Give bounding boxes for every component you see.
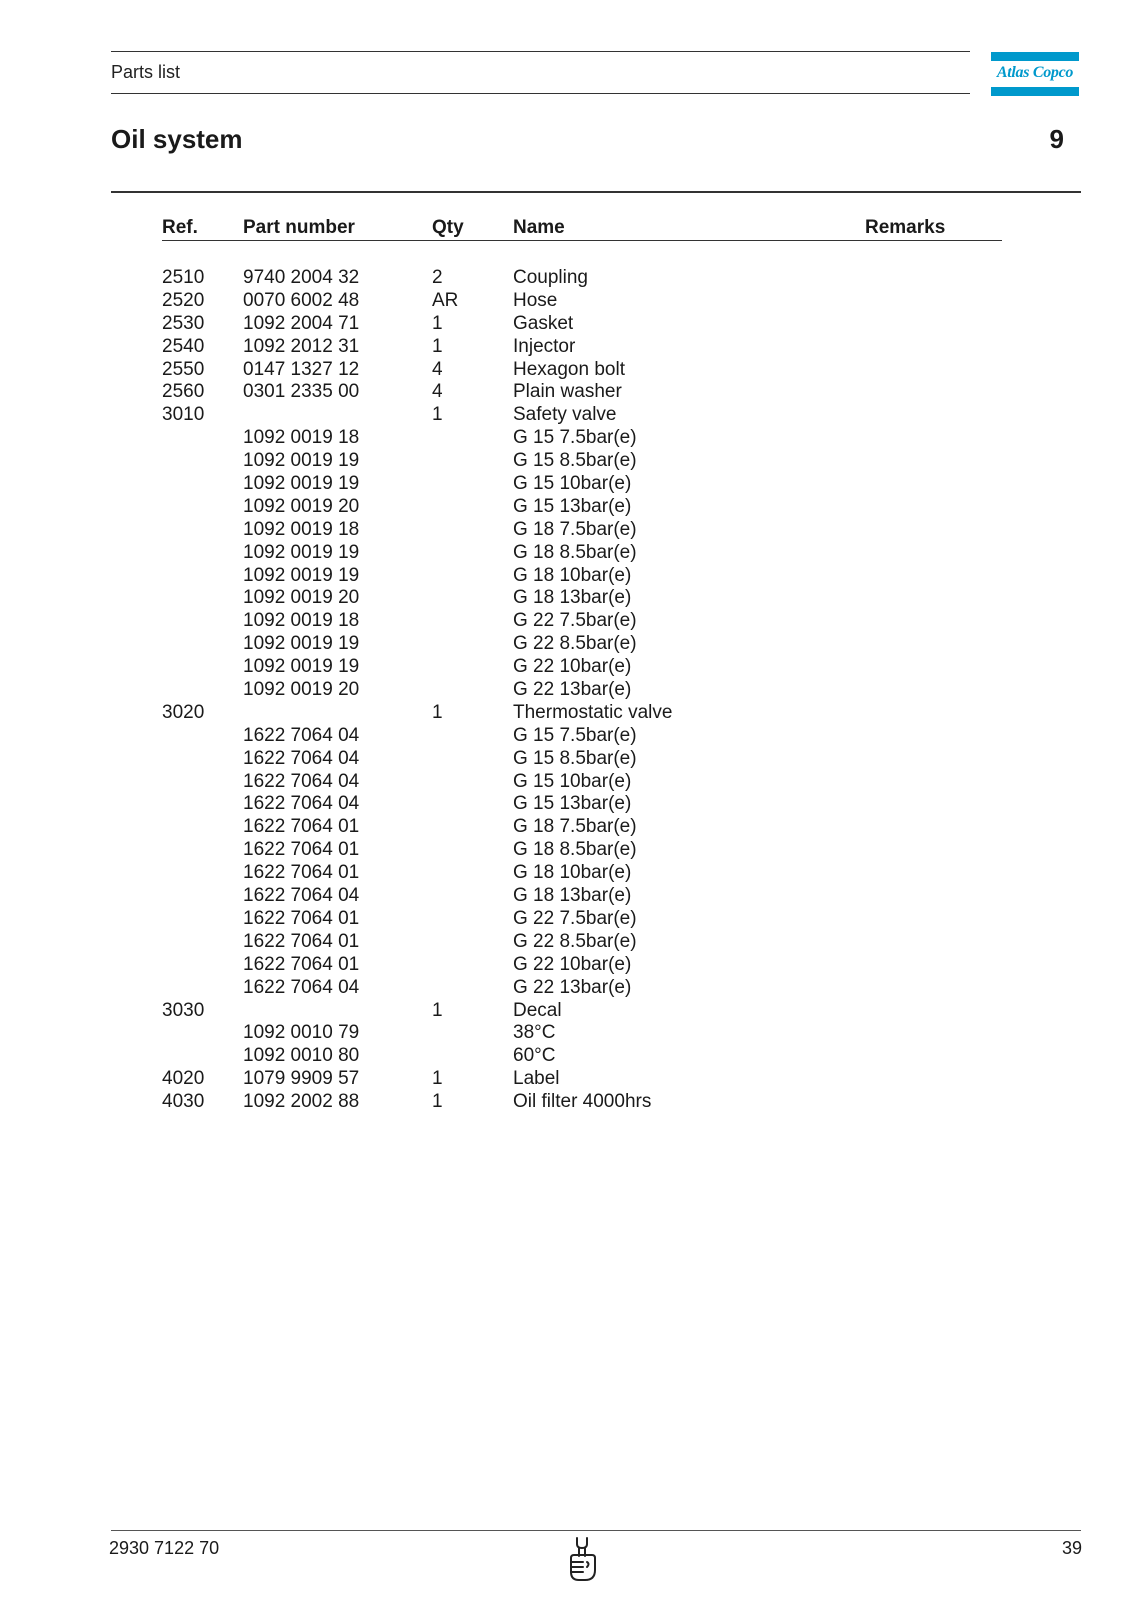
part-number-cell: 1092 2012 31 bbox=[243, 335, 360, 357]
table-row bbox=[0, 656, 1131, 679]
qty-cell: 1 bbox=[432, 999, 443, 1021]
table-row bbox=[0, 885, 1131, 908]
name-cell: G 18 8.5bar(e) bbox=[513, 541, 637, 563]
part-number-cell: 1622 7064 04 bbox=[243, 885, 360, 907]
part-number-cell: 1622 7064 04 bbox=[243, 770, 360, 792]
table-row bbox=[0, 954, 1131, 977]
table-row bbox=[0, 267, 1131, 290]
table-row bbox=[0, 793, 1131, 816]
header-bottom-rule bbox=[111, 93, 970, 94]
column-header-remarks: Remarks bbox=[865, 217, 946, 238]
name-cell: G 15 10bar(e) bbox=[513, 473, 632, 495]
document-number: 2930 7122 70 bbox=[109, 1538, 220, 1558]
name-cell: G 22 10bar(e) bbox=[513, 656, 632, 678]
header-top-rule bbox=[111, 51, 970, 52]
part-number-cell: 1092 0019 19 bbox=[243, 564, 360, 586]
name-cell: G 18 7.5bar(e) bbox=[513, 816, 637, 838]
name-cell: G 18 7.5bar(e) bbox=[513, 518, 637, 540]
part-number-cell: 1092 0019 19 bbox=[243, 473, 360, 495]
qty-cell: 4 bbox=[432, 381, 443, 403]
name-cell: Oil filter 4000hrs bbox=[513, 1091, 652, 1113]
table-header-rule bbox=[162, 240, 1002, 241]
qty-cell: 1 bbox=[432, 1091, 443, 1113]
ref-cell: 3020 bbox=[162, 701, 205, 723]
name-cell: Injector bbox=[513, 335, 576, 357]
table-row bbox=[0, 565, 1131, 588]
part-number-cell: 1622 7064 01 bbox=[243, 953, 360, 975]
name-cell: G 15 7.5bar(e) bbox=[513, 724, 637, 746]
part-number-cell: 1622 7064 04 bbox=[243, 747, 360, 769]
brand-logo bbox=[991, 52, 1079, 96]
name-cell: Hose bbox=[513, 289, 558, 311]
table-row bbox=[0, 381, 1131, 404]
table-row bbox=[0, 908, 1131, 931]
page-number: 39 bbox=[1061, 1538, 1082, 1558]
part-number-cell: 0301 2335 00 bbox=[243, 381, 360, 403]
table-row bbox=[0, 1000, 1131, 1023]
table-row bbox=[0, 725, 1131, 748]
part-number-cell: 1092 2004 71 bbox=[243, 312, 360, 334]
name-cell: G 15 13bar(e) bbox=[513, 793, 632, 815]
table-row bbox=[0, 313, 1131, 336]
table-row bbox=[0, 633, 1131, 656]
qty-cell: AR bbox=[432, 289, 459, 311]
ref-cell: 2510 bbox=[162, 267, 205, 288]
table-row bbox=[0, 977, 1131, 1000]
column-header-name: Name bbox=[513, 217, 565, 238]
table-row bbox=[0, 1068, 1131, 1091]
qty-cell: 1 bbox=[432, 335, 443, 357]
part-number-cell: 1092 0019 20 bbox=[243, 679, 360, 701]
section-title: Oil system bbox=[111, 124, 243, 154]
part-number-cell: 0070 6002 48 bbox=[243, 289, 360, 311]
qty-cell: 1 bbox=[432, 701, 443, 723]
logo-top-bar bbox=[991, 52, 1079, 61]
part-number-cell: 1092 0019 18 bbox=[243, 427, 360, 449]
column-header-qty: Qty bbox=[432, 217, 464, 238]
name-cell: Coupling bbox=[513, 267, 588, 288]
name-cell: G 18 10bar(e) bbox=[513, 564, 632, 586]
part-number-cell: 1092 0019 18 bbox=[243, 610, 360, 632]
part-number-cell: 1622 7064 04 bbox=[243, 976, 360, 998]
name-cell: G 15 8.5bar(e) bbox=[513, 450, 637, 472]
table-row bbox=[0, 816, 1131, 839]
name-cell: G 15 10bar(e) bbox=[513, 770, 632, 792]
name-cell: Safety valve bbox=[513, 404, 617, 426]
part-number-cell: 1092 0019 18 bbox=[243, 518, 360, 540]
qty-cell: 1 bbox=[432, 404, 443, 426]
ref-cell: 3030 bbox=[162, 999, 205, 1021]
part-number-cell: 1622 7064 01 bbox=[243, 839, 360, 861]
name-cell: G 22 10bar(e) bbox=[513, 953, 632, 975]
name-cell: G 15 7.5bar(e) bbox=[513, 427, 637, 449]
table-row bbox=[0, 496, 1131, 519]
ref-cell: 4030 bbox=[162, 1091, 205, 1113]
name-cell: Gasket bbox=[513, 312, 574, 334]
table-row bbox=[0, 931, 1131, 954]
table-row bbox=[0, 862, 1131, 885]
part-number-cell: 1092 0019 19 bbox=[243, 656, 360, 678]
table-row bbox=[0, 610, 1131, 633]
part-number-cell: 1622 7064 01 bbox=[243, 816, 360, 838]
table-row bbox=[0, 519, 1131, 542]
part-number-cell: 1092 0019 19 bbox=[243, 633, 360, 655]
table-row bbox=[0, 1091, 1131, 1114]
table-row bbox=[0, 748, 1131, 771]
wrench-hand-icon bbox=[565, 1536, 599, 1584]
footer-rule bbox=[111, 1530, 1081, 1531]
part-number-cell: 1622 7064 01 bbox=[243, 907, 360, 929]
qty-cell: 2 bbox=[432, 267, 443, 288]
logo-bottom-bar bbox=[991, 87, 1079, 96]
name-cell: G 18 13bar(e) bbox=[513, 885, 632, 907]
name-cell: G 22 8.5bar(e) bbox=[513, 930, 637, 952]
ref-cell: 3010 bbox=[162, 404, 205, 426]
section-number: 9 bbox=[1049, 124, 1064, 154]
column-header-ref: Ref. bbox=[162, 217, 198, 238]
part-number-cell: 1092 0019 19 bbox=[243, 450, 360, 472]
ref-cell: 2540 bbox=[162, 335, 205, 357]
parts-table-body bbox=[0, 267, 1131, 1114]
table-row bbox=[0, 1022, 1131, 1045]
part-number-cell: 0147 1327 12 bbox=[243, 358, 360, 380]
ref-cell: 2520 bbox=[162, 289, 205, 311]
part-number-cell: 1622 7064 01 bbox=[243, 862, 360, 884]
ref-cell: 2560 bbox=[162, 381, 205, 403]
part-number-cell: 1092 0019 20 bbox=[243, 495, 360, 517]
column-header-part-number: Part number bbox=[243, 217, 355, 238]
part-number-cell: 1079 9909 57 bbox=[243, 1068, 360, 1090]
table-row bbox=[0, 1045, 1131, 1068]
name-cell: G 18 10bar(e) bbox=[513, 862, 632, 884]
name-cell: G 22 7.5bar(e) bbox=[513, 610, 637, 632]
ref-cell: 4020 bbox=[162, 1068, 205, 1090]
table-row bbox=[0, 542, 1131, 565]
table-row bbox=[0, 839, 1131, 862]
part-number-cell: 1622 7064 04 bbox=[243, 724, 360, 746]
part-number-cell: 1092 2002 88 bbox=[243, 1091, 360, 1113]
part-number-cell: 1092 0019 20 bbox=[243, 587, 360, 609]
part-number-cell: 1092 0019 19 bbox=[243, 541, 360, 563]
ref-cell: 2530 bbox=[162, 312, 205, 334]
section-rule bbox=[111, 191, 1081, 193]
table-row bbox=[0, 587, 1131, 610]
qty-cell: 4 bbox=[432, 358, 443, 380]
name-cell: Hexagon bolt bbox=[513, 358, 625, 380]
table-row bbox=[0, 427, 1131, 450]
part-number-cell: 1622 7064 01 bbox=[243, 930, 360, 952]
table-row bbox=[0, 359, 1131, 382]
name-cell: Thermostatic valve bbox=[513, 701, 673, 723]
part-number-cell: 1092 0010 79 bbox=[243, 1022, 360, 1044]
table-row bbox=[0, 290, 1131, 313]
name-cell: G 22 13bar(e) bbox=[513, 679, 632, 701]
qty-cell: 1 bbox=[432, 1068, 443, 1090]
name-cell: G 22 13bar(e) bbox=[513, 976, 632, 998]
name-cell: G 22 8.5bar(e) bbox=[513, 633, 637, 655]
qty-cell: 1 bbox=[432, 312, 443, 334]
part-number-cell: 1092 0010 80 bbox=[243, 1045, 360, 1067]
name-cell: Plain washer bbox=[513, 381, 622, 403]
name-cell: Decal bbox=[513, 999, 562, 1021]
brand-name: Atlas Copco bbox=[996, 64, 1074, 81]
table-row bbox=[0, 473, 1131, 496]
table-row bbox=[0, 336, 1131, 359]
name-cell: G 18 8.5bar(e) bbox=[513, 839, 637, 861]
table-row bbox=[0, 404, 1131, 427]
name-cell: 60°C bbox=[513, 1045, 556, 1067]
table-row bbox=[0, 679, 1131, 702]
ref-cell: 2550 bbox=[162, 358, 205, 380]
part-number-cell: 1622 7064 04 bbox=[243, 793, 360, 815]
name-cell: G 15 8.5bar(e) bbox=[513, 747, 637, 769]
table-row bbox=[0, 450, 1131, 473]
part-number-cell: 9740 2004 32 bbox=[243, 267, 360, 288]
name-cell: 38°C bbox=[513, 1022, 556, 1044]
table-row bbox=[0, 771, 1131, 794]
table-row bbox=[0, 702, 1131, 725]
name-cell: G 22 7.5bar(e) bbox=[513, 907, 637, 929]
header-title: Parts list bbox=[111, 62, 181, 82]
name-cell: G 18 13bar(e) bbox=[513, 587, 632, 609]
name-cell: G 15 13bar(e) bbox=[513, 495, 632, 517]
name-cell: Label bbox=[513, 1068, 560, 1090]
